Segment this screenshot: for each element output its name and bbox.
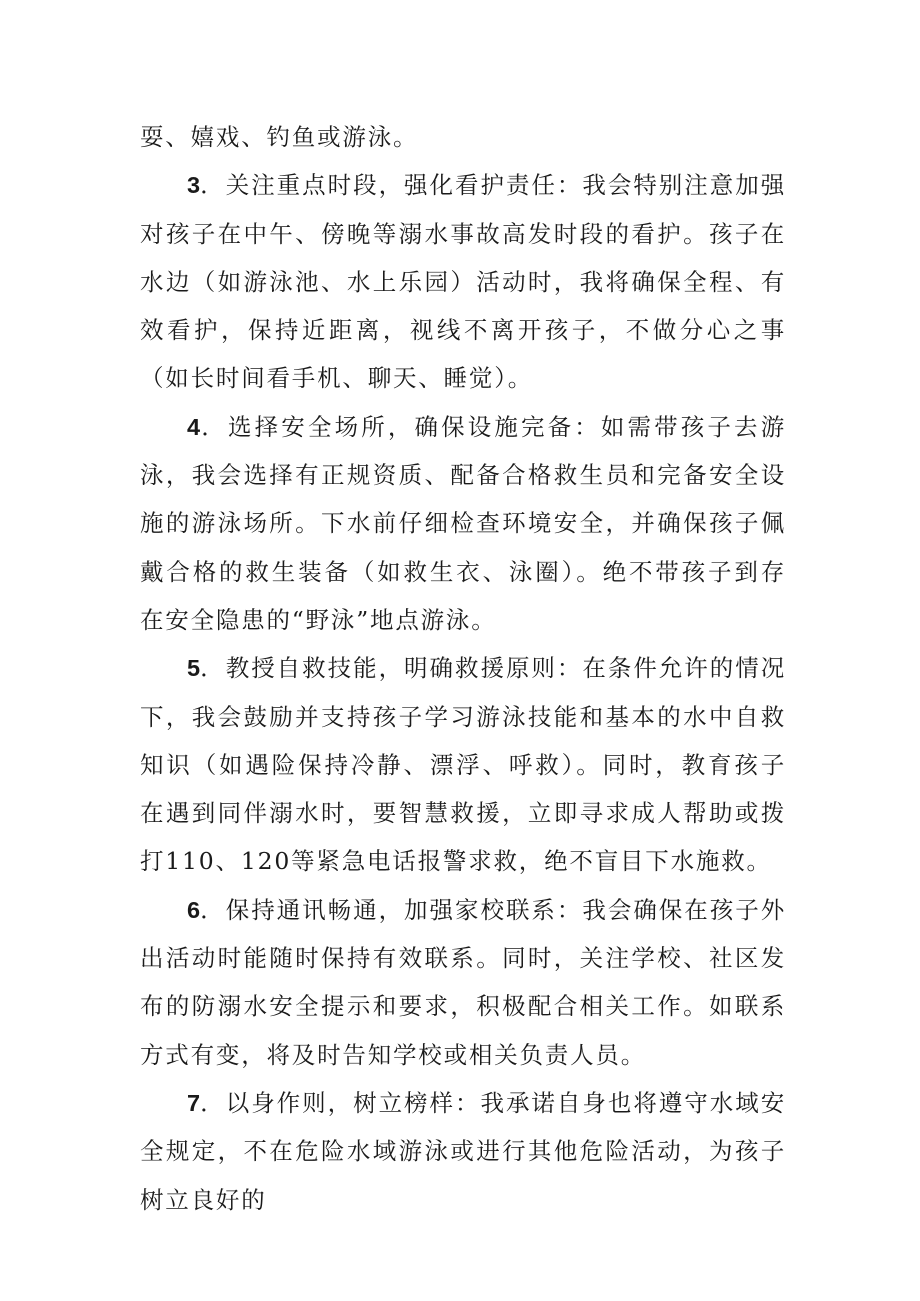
item-number: 5 xyxy=(187,655,201,682)
paragraph-text: ．选择安全场所，确保设施完备：如需带孩子去游泳，我会选择有正规资质、配备合格救生员和完备安全设施的游泳场所。下水前仔细检查环境安全，并确保孩子佩戴合格的救生装备（如救生衣、泳圈）。绝不带孩子到存在安全隐患的“野泳”地点游泳。 xyxy=(140,412,786,634)
paragraph-item-3 xyxy=(140,161,786,402)
paragraph-item-4 xyxy=(140,403,786,644)
paragraph-text: ．教授自救技能，明确救援原则：在条件允许的情况下，我会鼓励并支持孩子学习游泳技能和基本的水中自救知识（如遇险保持冷静、漂浮、呼救）。同时，教育孩子在遇到同伴溺水时，要智慧救援，立即寻求成人帮助或拨打110、120等紧急电话报警求救，绝不盲目下水施救。 xyxy=(140,654,786,876)
document-body xyxy=(140,113,786,1224)
item-number: 6 xyxy=(187,896,201,923)
paragraph-text: ．保持通讯畅通，加强家校联系：我会确保在孩子外出活动时能随时保持有效联系。同时，关注学校、社区发布的防溺水安全提示和要求，积极配合相关工作。如联系方式有变，将及时告知学校或相关负责人员。 xyxy=(140,895,786,1069)
paragraph-item-6 xyxy=(140,886,786,1079)
paragraph-item-5 xyxy=(140,644,786,885)
paragraph-text: ．以身作则，树立榜样：我承诺自身也将遵守水域安全规定，不在危险水域游泳或进行其他危险活动，为孩子树立良好的 xyxy=(140,1088,786,1214)
paragraph-text: 耍、嬉戏、钓鱼或游泳。 xyxy=(140,123,419,151)
item-number: 4 xyxy=(187,413,201,440)
item-number: 3 xyxy=(187,172,201,199)
paragraph-text: ．关注重点时段，强化看护责任：我会特别注意加强对孩子在中午、傍晚等溺水事故高发时段的看护。孩子在水边（如游泳池、水上乐园）活动时，我将确保全程、有效看护，保持近距离，视线不离开孩子，不做分心之事（如长时间看手机、聊天、睡觉）。 xyxy=(140,171,786,393)
item-number: 7 xyxy=(187,1089,201,1116)
paragraph-item-7 xyxy=(140,1079,786,1224)
paragraph-continuation xyxy=(140,113,786,161)
